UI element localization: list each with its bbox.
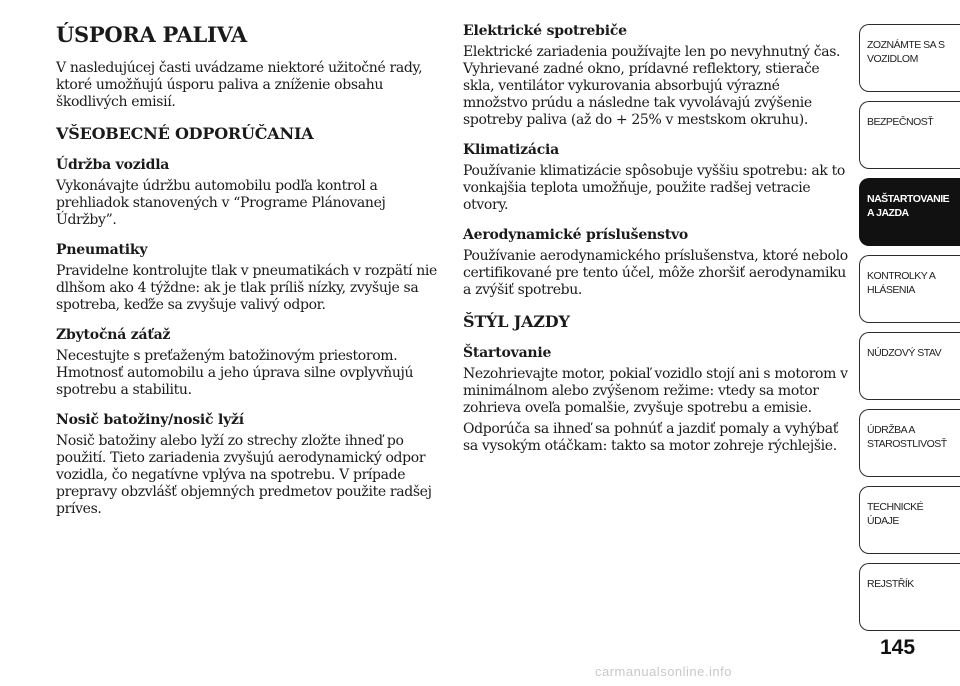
page-number: 145	[880, 636, 916, 659]
tab-meet-vehicle[interactable]	[859, 24, 960, 92]
text-maintenance: Vykonávajte údržbu automobilu podľa kontrol a prehliadok stanovených v “Programe Plánovanej Údržby”.	[56, 178, 386, 228]
tab-starting-driving[interactable]	[859, 178, 960, 246]
tab-label: KONTROLKY A HLÁSENIA	[867, 270, 935, 296]
heading-climate: Klimatizácia	[463, 142, 560, 158]
section-heading-general: VŠEOBECNÉ ODPORÚČANIA	[56, 124, 314, 143]
tab-label: BEZPEČNOSŤ	[867, 116, 934, 128]
tab-index[interactable]	[859, 563, 960, 631]
text-starting-1: Nezohrievajte motor, pokiaľ vozidlo stojí ani s motorom v minimálnom alebo zvýšenom režime: vtedy sa motor zohrieva oveľa pomalšie, zvyšuje spotrebu a emisie.	[463, 366, 848, 416]
tab-label: TECHNICKÉ ÚDAJE	[867, 501, 924, 527]
heading-roof-rack: Nosič batožiny/nosič lyží	[56, 412, 244, 428]
tab-technical-data[interactable]	[859, 486, 960, 554]
tab-maintenance[interactable]	[859, 409, 960, 477]
text-roof-rack: Nosič batožiny alebo lyží zo strechy zložte ihneď po použití. Tieto zariadenia zvyšujú aerodynamický odpor vozidla, čo negatívne vplýva na spotrebu. V prípade prepravy obzvlášť objemných predmetov použite radšej príves.	[56, 433, 432, 517]
tab-safety[interactable]	[859, 101, 960, 169]
text-electrical: Elektrické zariadenia používajte len po nevyhnutný čas. Vyhrievané zadné okno, prídavné reflektory, stierače skla, ventilátor vykurovania absorbujú výrazné množstvo prúdu a následne tak vyvolávajú zvýšenie spotreby paliva (až do + 25% v mestskom okruhu).	[463, 44, 841, 128]
text-load: Necestujte s preťaženým batožinovým priestorom. Hmotnosť automobilu a jeho úprava silne ovplyvňujú spotrebu a stabilitu.	[56, 348, 414, 398]
section-heading-driving-style: ŠTÝL JAZDY	[463, 312, 570, 331]
heading-load: Zbytočná záťaž	[56, 327, 171, 343]
tab-label: NAŠTARTOVANIE A JAZDA	[867, 193, 950, 219]
tab-label: ÚDRŽBA A STAROSTLIVOSŤ	[867, 424, 947, 450]
heading-tyres: Pneumatiky	[56, 242, 148, 258]
text-starting-2: Odporúča sa ihneď sa pohnúť a jazdiť pomaly a vyhýbať sa vysokým otáčkam: takto sa motor zohreje rýchlejšie.	[463, 421, 839, 454]
heading-starting: Štartovanie	[463, 345, 552, 361]
heading-electrical: Elektrické spotrebiče	[463, 23, 627, 39]
page-title: ÚSPORA PALIVA	[56, 22, 247, 47]
tab-label: NÚDZOVÝ STAV	[867, 347, 942, 359]
heading-maintenance: Údržba vozidla	[56, 157, 170, 173]
tab-emergency[interactable]	[859, 332, 960, 400]
intro-paragraph: V nasledujúcej časti uvádzame niektoré užitočné rady, ktoré umožňujú úsporu paliva a zníženie obsahu škodlivých emisií.	[56, 60, 423, 110]
text-aero: Používanie aerodynamického príslušenstva, ktoré nebolo certifikované pre tento účel, môže zhoršiť aerodynamiku a zvýšiť spotrebu.	[463, 248, 848, 298]
heading-aero: Aerodynamické príslušenstvo	[463, 227, 689, 243]
watermark: carmanualsonline.info	[595, 664, 732, 679]
tab-label: ZOZNÁMTE SA S VOZIDLOM	[867, 39, 945, 65]
text-climate: Používanie klimatizácie spôsobuje vyššiu spotrebu: ak to vonkajšia teplota umožňuje, použite radšej vetracie otvory.	[463, 163, 846, 213]
left-column	[56, 22, 438, 530]
tab-label: REJSTŘÍK	[867, 578, 914, 590]
tab-warning-lights[interactable]	[859, 255, 960, 323]
chapter-tabs	[859, 24, 960, 640]
text-tyres: Pravidelne kontrolujte tlak v pneumatikách v rozpätí nie dlhšom ako 4 týždne: ak je tlak príliš nízky, zvyšuje sa spotreba, keďže sa zvyšuje valivý odpor.	[56, 263, 437, 313]
right-column	[463, 22, 848, 467]
